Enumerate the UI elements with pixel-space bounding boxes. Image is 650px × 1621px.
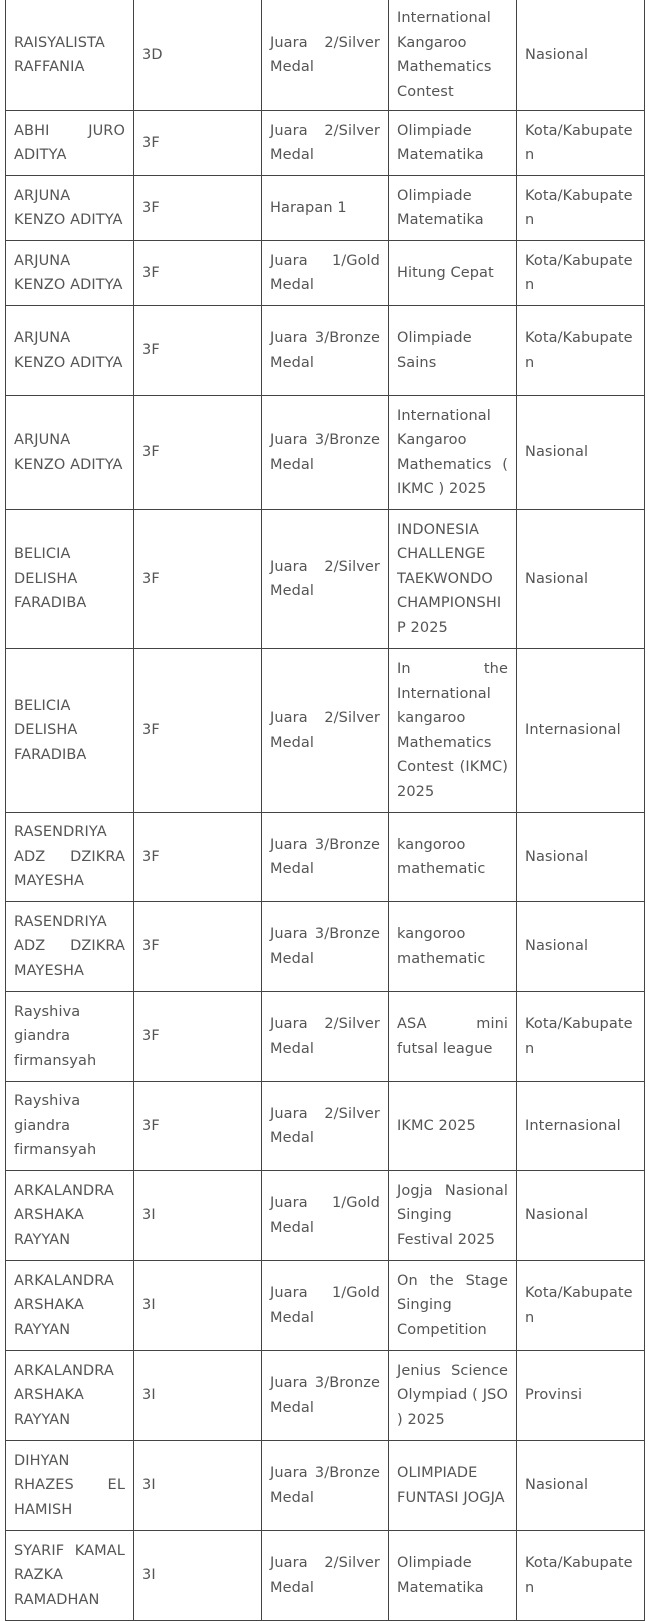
table-row — [6, 1261, 645, 1351]
competition-cell: OLIMPIADE FUNTASI JOGJA — [389, 1441, 517, 1531]
class-cell: 3F — [134, 396, 262, 510]
student-name-cell: BELICIA DELISHA FARADIBA — [6, 649, 134, 813]
student-name-cell: DIHYAN RHAZES EL HAMISH — [6, 1441, 134, 1531]
award-cell: Juara 2/Silver Medal — [262, 510, 389, 649]
table-row — [6, 1171, 645, 1261]
class-cell: 3F — [134, 111, 262, 176]
class-cell: 3F — [134, 1082, 262, 1171]
level-cell: Nasional — [517, 510, 645, 649]
level-cell: Nasional — [517, 813, 645, 902]
level-cell: Kota/Kabupaten — [517, 1531, 645, 1621]
level-cell: Internasional — [517, 1082, 645, 1171]
award-cell: Juara 2/Silver Medal — [262, 992, 389, 1082]
level-cell: Internasional — [517, 649, 645, 813]
table-row — [6, 1082, 645, 1171]
award-cell: Juara 3/Bronze Medal — [262, 902, 389, 992]
student-name-cell: ARKALANDRA ARSHAKA RAYYAN — [6, 1171, 134, 1261]
class-cell: 3F — [134, 176, 262, 241]
table-row — [6, 902, 645, 992]
student-name-cell: RASENDRIYA ADZ DZIKRA MAYESHA — [6, 813, 134, 902]
award-cell: Juara 3/Bronze Medal — [262, 1441, 389, 1531]
class-cell: 3F — [134, 306, 262, 396]
competition-cell: Jogja Nasional Singing Festival 2025 — [389, 1171, 517, 1261]
student-name-cell: ABHI JURO ADITYA — [6, 111, 134, 176]
student-name-cell: ARJUNA KENZO ADITYA — [6, 241, 134, 306]
level-cell: Nasional — [517, 1441, 645, 1531]
level-cell: Nasional — [517, 396, 645, 510]
competition-cell: In the International kangaroo Mathematics Contest (IKMC) 2025 — [389, 649, 517, 813]
table-row — [6, 0, 645, 111]
award-cell: Juara 2/Silver Medal — [262, 111, 389, 176]
class-cell: 3F — [134, 649, 262, 813]
class-cell: 3I — [134, 1261, 262, 1351]
table-row — [6, 306, 645, 396]
student-name-cell: RAISYALISTA RAFFANIA — [6, 0, 134, 111]
award-cell: Harapan 1 — [262, 176, 389, 241]
award-cell: Juara 1/Gold Medal — [262, 241, 389, 306]
class-cell: 3I — [134, 1351, 262, 1441]
award-cell: Juara 1/Gold Medal — [262, 1171, 389, 1261]
table-row — [6, 510, 645, 649]
competition-cell: Olimpiade Matematika — [389, 1531, 517, 1621]
competition-cell: kangoroo mathematic — [389, 813, 517, 902]
student-name-cell: Rayshiva giandra firmansyah — [6, 1082, 134, 1171]
class-cell: 3F — [134, 241, 262, 306]
award-cell: Juara 3/Bronze Medal — [262, 396, 389, 510]
level-cell: Provinsi — [517, 1351, 645, 1441]
class-cell: 3F — [134, 902, 262, 992]
level-cell: Kota/Kabupaten — [517, 306, 645, 396]
competition-cell: INDONESIA CHALLENGE TAEKWONDO CHAMPIONSHIP 2025 — [389, 510, 517, 649]
competition-cell: Jenius Science Olympiad ( JSO ) 2025 — [389, 1351, 517, 1441]
level-cell: Kota/Kabupaten — [517, 992, 645, 1082]
competition-cell: Hitung Cepat — [389, 241, 517, 306]
competition-cell: kangoroo mathematic — [389, 902, 517, 992]
level-cell: Kota/Kabupaten — [517, 241, 645, 306]
table-row — [6, 1351, 645, 1441]
award-cell: Juara 3/Bronze Medal — [262, 813, 389, 902]
student-name-cell: ARJUNA KENZO ADITYA — [6, 396, 134, 510]
competition-cell: ASA mini futsal league — [389, 992, 517, 1082]
level-cell: Nasional — [517, 902, 645, 992]
student-name-cell: BELICIA DELISHA FARADIBA — [6, 510, 134, 649]
table-row — [6, 176, 645, 241]
award-cell: Juara 2/Silver Medal — [262, 1531, 389, 1621]
award-cell: Juara 3/Bronze Medal — [262, 306, 389, 396]
competition-cell: On the Stage Singing Competition — [389, 1261, 517, 1351]
awards-table-body — [6, 0, 645, 1621]
student-name-cell: RASENDRIYA ADZ DZIKRA MAYESHA — [6, 902, 134, 992]
student-name-cell: ARKALANDRA ARSHAKA RAYYAN — [6, 1261, 134, 1351]
level-cell: Nasional — [517, 0, 645, 111]
level-cell: Nasional — [517, 1171, 645, 1261]
awards-table — [5, 0, 645, 1621]
competition-cell: International Kangaroo Mathematics Contest — [389, 0, 517, 111]
student-name-cell: ARKALANDRA ARSHAKA RAYYAN — [6, 1351, 134, 1441]
student-name-cell: ARJUNA KENZO ADITYA — [6, 306, 134, 396]
award-cell: Juara 2/Silver Medal — [262, 1082, 389, 1171]
class-cell: 3I — [134, 1531, 262, 1621]
table-row — [6, 1531, 645, 1621]
table-row — [6, 111, 645, 176]
level-cell: Kota/Kabupaten — [517, 111, 645, 176]
student-name-cell: Rayshiva giandra firmansyah — [6, 992, 134, 1082]
table-row — [6, 992, 645, 1082]
level-cell: Kota/Kabupaten — [517, 1261, 645, 1351]
competition-cell: Olimpiade Matematika — [389, 111, 517, 176]
student-name-cell: SYARIF KAMAL RAZKA RAMADHAN — [6, 1531, 134, 1621]
student-name-cell: ARJUNA KENZO ADITYA — [6, 176, 134, 241]
award-cell: Juara 2/Silver Medal — [262, 649, 389, 813]
award-cell: Juara 1/Gold Medal — [262, 1261, 389, 1351]
competition-cell: IKMC 2025 — [389, 1082, 517, 1171]
class-cell: 3D — [134, 0, 262, 111]
table-row — [6, 1441, 645, 1531]
table-row — [6, 396, 645, 510]
class-cell: 3I — [134, 1171, 262, 1261]
table-row — [6, 813, 645, 902]
competition-cell: Olimpiade Sains — [389, 306, 517, 396]
table-row — [6, 241, 645, 306]
competition-cell: Olimpiade Matematika — [389, 176, 517, 241]
class-cell: 3F — [134, 510, 262, 649]
level-cell: Kota/Kabupaten — [517, 176, 645, 241]
class-cell: 3F — [134, 992, 262, 1082]
award-cell: Juara 2/Silver Medal — [262, 0, 389, 111]
competition-cell: International Kangaroo Mathematics ( IKMC ) 2025 — [389, 396, 517, 510]
class-cell: 3F — [134, 813, 262, 902]
table-row — [6, 649, 645, 813]
award-cell: Juara 3/Bronze Medal — [262, 1351, 389, 1441]
class-cell: 3I — [134, 1441, 262, 1531]
